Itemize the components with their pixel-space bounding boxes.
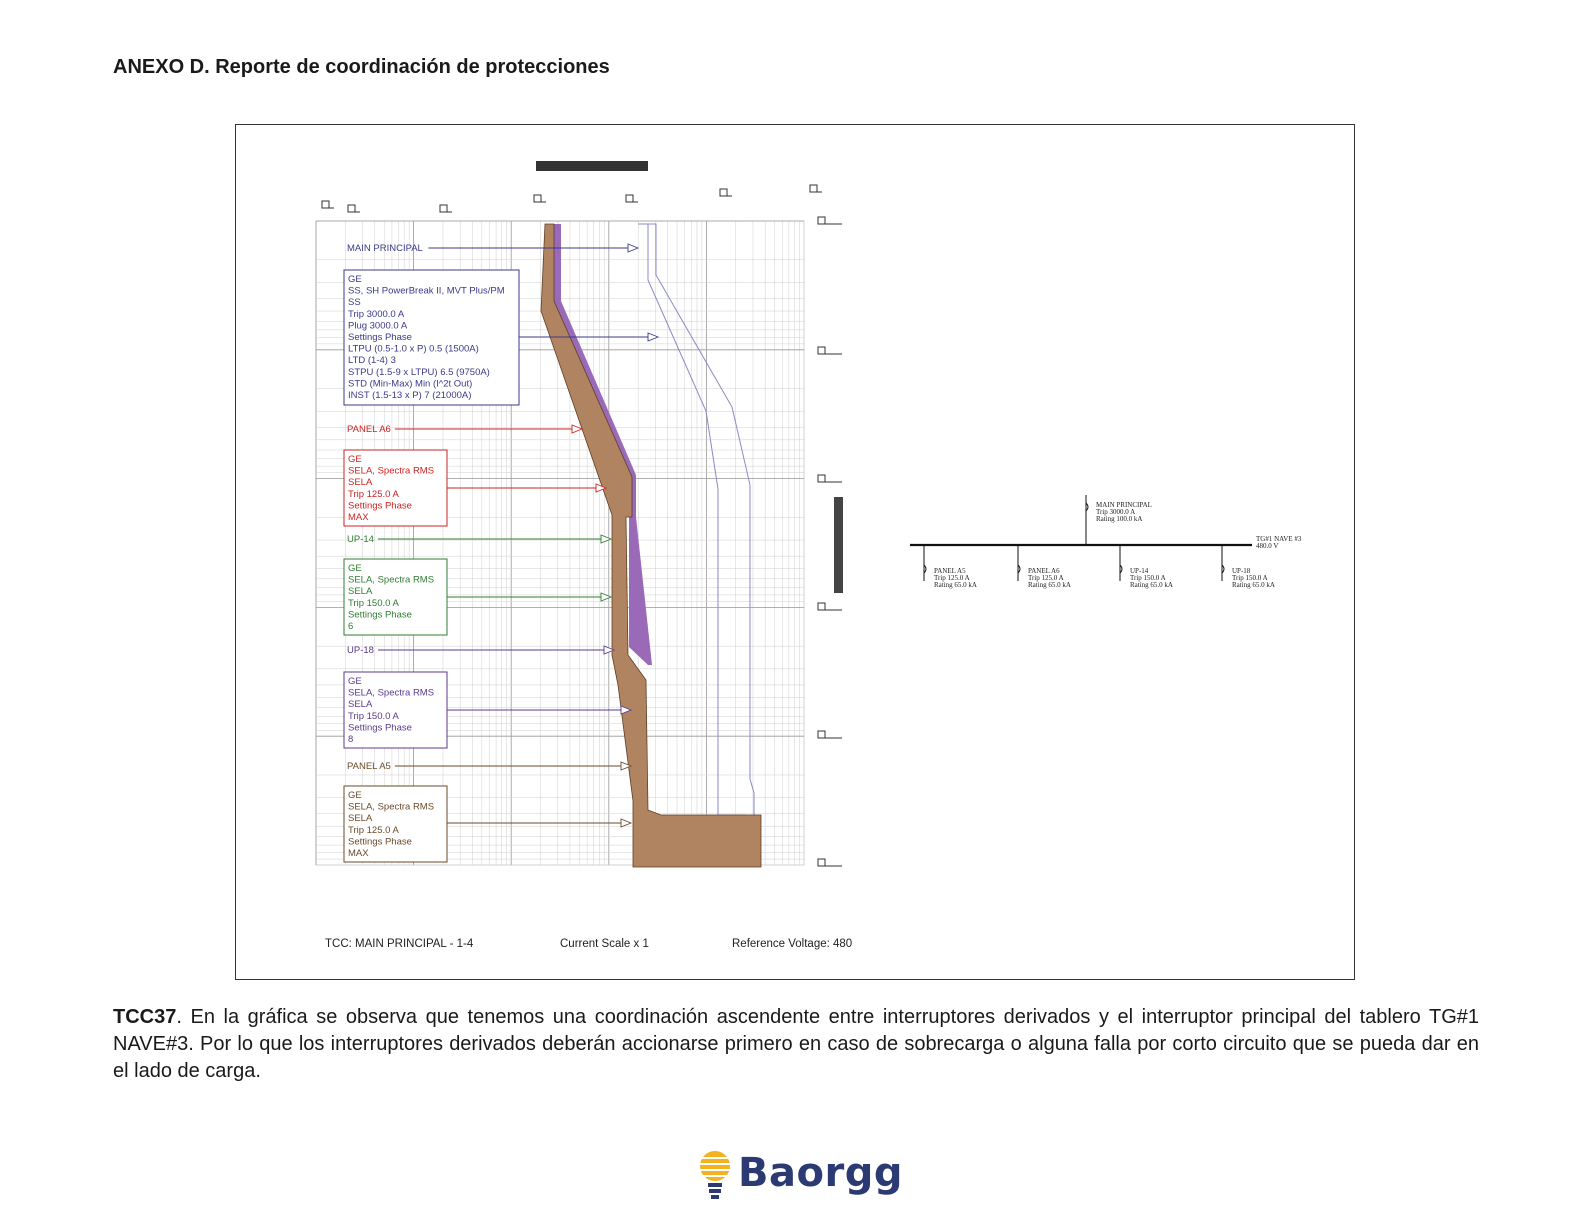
device-setting-line: GE (348, 676, 362, 687)
device-setting-line: LTPU (0.5-1.0 x P) 0.5 (1500A) (348, 343, 479, 355)
tcc-figure-frame (235, 124, 1355, 980)
device-setting-line: Plug 3000.0 A (348, 320, 408, 332)
device-setting-line: GE (348, 274, 362, 285)
device-name-label: PANEL A6 (347, 424, 391, 435)
feeder-label: UP-18 (1232, 567, 1251, 575)
device-setting-line: LTD (1-4) 3 (348, 355, 396, 367)
device-setting-line: Trip 125.0 A (348, 488, 399, 500)
top-axis-glyphs (322, 185, 822, 212)
device-setting-line: MAX (348, 848, 369, 859)
device-setting-line: SELA (348, 699, 373, 711)
footer-voltage-label: Reference Voltage: 480 (732, 938, 853, 950)
feeder-label: Rating 65.0 kA (1028, 581, 1071, 589)
feeder-label: Rating 65.0 kA (934, 581, 977, 589)
device-setting-line: GE (348, 454, 362, 465)
footer-scale-label: Current Scale x 1 (560, 938, 649, 950)
device-setting-line: Trip 150.0 A (348, 710, 399, 722)
device-setting-line: SELA (348, 586, 373, 598)
feeder-label: Rating 65.0 kA (1130, 581, 1173, 589)
device-setting-line: 8 (348, 734, 354, 745)
feeder-label: UP-14 (1130, 567, 1149, 575)
brand-logo (698, 1143, 903, 1203)
device-setting-line: Settings Phase (348, 609, 412, 621)
device-setting-line: SELA (348, 477, 373, 489)
device-setting-line: Trip 3000.0 A (348, 308, 405, 320)
caption-text: . En la gráfica se observa que tenemos una coordinación ascendente entre interruptores derivados y el interruptor principal del tablero TG#1 NAVE#3. Por lo que los interruptores derivados deberán accionarse primero en caso de sobrecarga o alguna falla por corto circuito que se pueda dar en el lado de carga. (113, 1006, 1479, 1082)
brand-name: Baorgg (738, 1150, 903, 1196)
device-setting-line: SELA (348, 813, 373, 825)
device-setting-line: INST (1.5-13 x P) 7 (21000A) (348, 390, 472, 401)
device-setting-line: GE (348, 790, 362, 801)
feeder-label: Trip 125.0 A (1028, 574, 1064, 582)
vertical-label-blur (834, 497, 843, 593)
device-setting-line: Trip 125.0 A (348, 824, 399, 836)
device-setting-line: SELA, Spectra RMS (348, 574, 435, 586)
device-setting-line: SS, SH PowerBreak II, MVT Plus/PM (348, 285, 505, 297)
device-name-label: MAIN PRINCIPAL (347, 243, 423, 254)
chart-header-blur (536, 161, 648, 171)
main-breaker-label: MAIN PRINCIPAL (1096, 501, 1152, 509)
feeder-label: Trip 150.0 A (1232, 574, 1268, 582)
feeder-label: PANEL A6 (1028, 567, 1060, 575)
single-line-diagram (910, 495, 1302, 589)
device-setting-line: SELA, Spectra RMS (348, 687, 435, 699)
device-setting-line: Settings Phase (348, 836, 412, 848)
feeder-label: Trip 150.0 A (1130, 574, 1166, 582)
bus-voltage-label: 480.0 V (1256, 542, 1279, 550)
device-setting-line: GE (348, 563, 362, 574)
device-setting-line: Settings Phase (348, 500, 412, 512)
device-setting-line: STPU (1.5-9 x LTPU) 6.5 (9750A) (348, 366, 490, 378)
caption-paragraph (113, 1004, 1479, 1085)
caption-bold-label: TCC37 (113, 1006, 177, 1028)
feeder-label: Rating 65.0 kA (1232, 581, 1275, 589)
main-breaker-label: Trip 3000.0 A (1096, 508, 1136, 516)
lightbulb-icon (698, 1146, 732, 1200)
device-setting-line: Settings Phase (348, 722, 412, 734)
device-setting-line: Settings Phase (348, 332, 412, 343)
device-setting-line: STD (Min-Max) Min (I^2t Out) (348, 378, 473, 390)
main-breaker-label: Rating 100.0 kA (1096, 515, 1143, 523)
tcc-figure (236, 125, 1356, 981)
device-setting-line: 6 (348, 621, 354, 632)
footer-tcc-label: TCC: MAIN PRINCIPAL - 1-4 (325, 938, 474, 950)
feeder-label: PANEL A5 (934, 567, 966, 575)
feeder-label: Trip 125.0 A (934, 574, 970, 582)
device-setting-line: SS (348, 297, 361, 309)
device-setting-line: SELA, Spectra RMS (348, 465, 435, 477)
device-setting-line: SELA, Spectra RMS (348, 801, 435, 813)
device-name-label: UP-14 (347, 534, 374, 545)
device-name-label: UP-18 (347, 645, 374, 656)
page-heading: ANEXO D. Reporte de coordinación de protecciones (113, 56, 610, 78)
device-setting-line: MAX (348, 512, 369, 523)
device-name-label: PANEL A5 (347, 761, 391, 772)
bus-label: TG#1 NAVE #3 (1256, 535, 1302, 543)
device-setting-line: Trip 150.0 A (348, 597, 399, 609)
